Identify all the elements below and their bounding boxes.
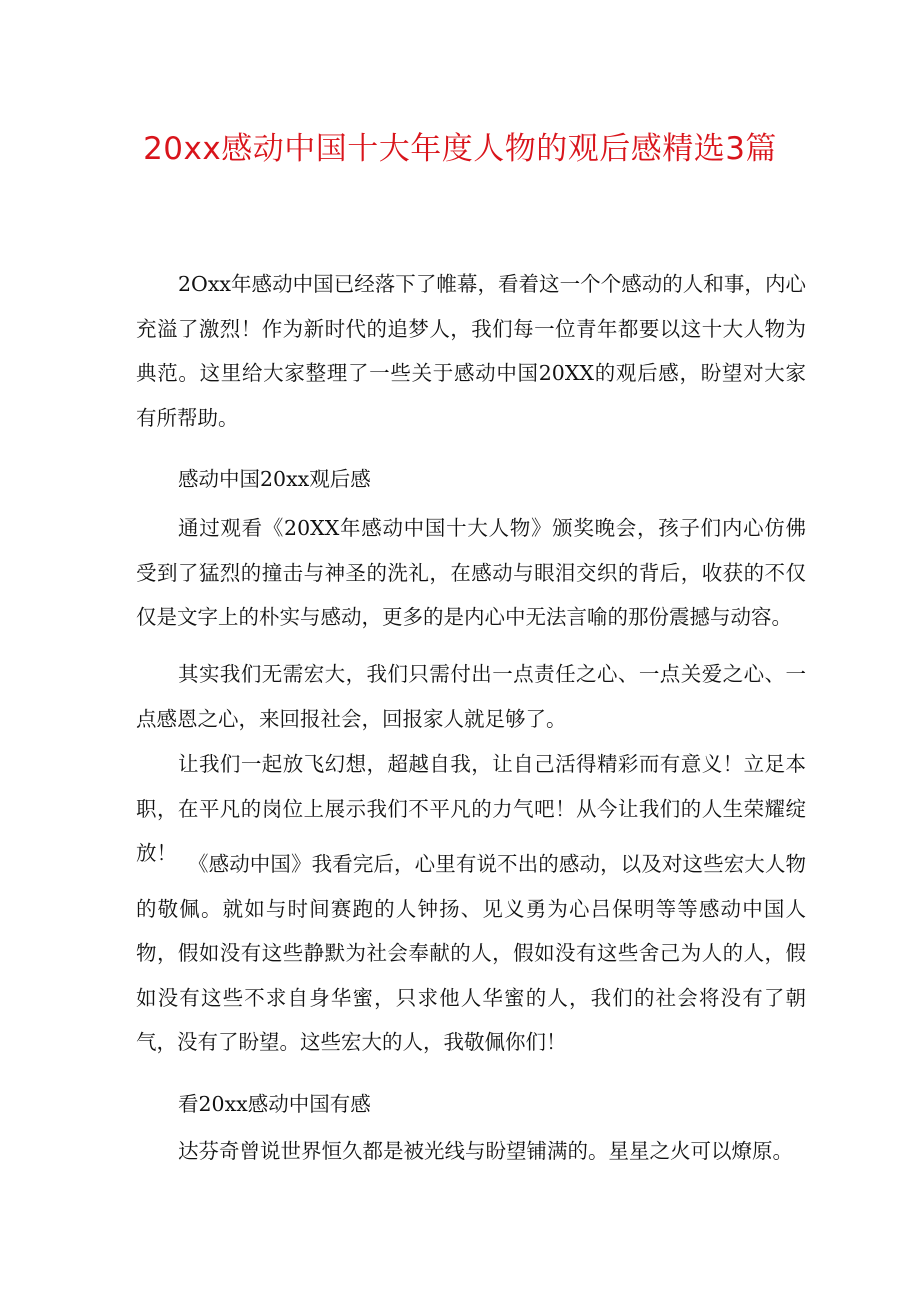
section1-paragraph-3: 让我们一起放飞幻想，超越自我，让自己活得精彩而有意义！立足本职，在平凡的岗位上展示我们不平凡的力气吧！从今让我们的人生荣耀绽放！ [136, 752, 806, 865]
section-heading-2: 看20xx感动中国有感 [178, 1092, 371, 1116]
section1-paragraph-4: 《感动中国》我看完后，心里有说不出的感动，以及对这些宏大人物的敬佩。就如与时间赛跑的人钟扬、见义勇为心吕保明等等感动中国人物，假如没有这些静默为社会奉献的人，假如没有这些舍己为人的人，假如没有这些不求自身华蜜，只求他人华蜜的人，我们的社会将没有了朝气，没有了盼望。这些宏大的人，我敬佩你们！ [136, 852, 806, 1054]
section1-paragraph-1: 通过观看《20XX年感动中国十大人物》颁奖晚会，孩子们内心仿佛受到了猛烈的撞击与神圣的洗礼，在感动与眼泪交织的背后，收获的不仅仅是文字上的朴实与感动，更多的是内心中无法言喻的那份震撼与动容。 [136, 516, 806, 629]
section1-paragraph-2: 其实我们无需宏大，我们只需付出一点责任之心、一点关爱之心、一点感恩之心，来回报社会，回报家人就足够了。 [136, 662, 806, 731]
document-title: 20xx感动中国十大年度人物的观后感精选3篇 [143, 131, 777, 167]
section-heading-1: 感动中国20xx观后感 [178, 467, 371, 491]
intro-paragraph: 2Oxx年感动中国已经落下了帷幕，看着这一个个感动的人和事，内心充溢了激烈！作为新时代的追梦人，我们每一位青年都要以这十大人物为典范。这里给大家整理了一些关于感动中国20XX的观后感，盼望对大家有所帮助。 [136, 272, 806, 430]
section2-paragraph-1: 达芬奇曾说世界恒久都是被光线与盼望铺满的。星星之火可以燎原。 [178, 1139, 793, 1163]
